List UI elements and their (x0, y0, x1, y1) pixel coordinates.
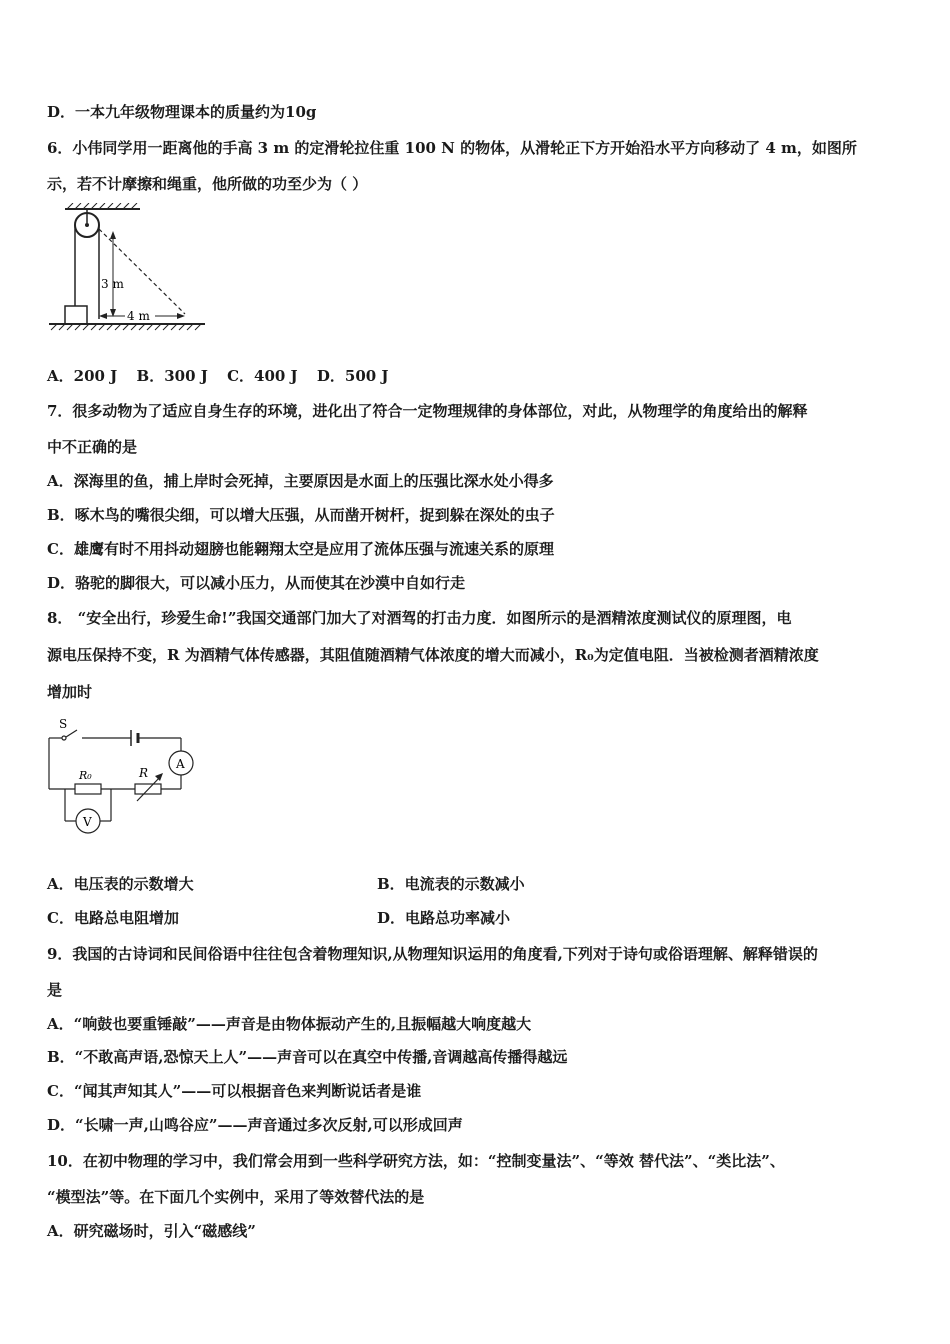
q8-option-d: D．电路总功率减小 (377, 909, 511, 927)
q7-stem-line2: 中不正确的是 (47, 438, 138, 456)
q9-option-b: B．“不敢高声语,恐惊天上人”——声音可以在真空中传播,音调越高传播得越远 (47, 1048, 568, 1066)
ammeter-label: A (176, 757, 185, 771)
q8-option-b: B．电流表的示数减小 (377, 875, 525, 893)
q9-stem-line2: 是 (47, 981, 63, 999)
q7-option-c: C．雄鹰有时不用抖动翅膀也能翱翔太空是应用了流体压强与流速关系的原理 (47, 540, 554, 558)
q8-stem-line1: 8． “安全出行，珍爱生命!”我国交通部门加大了对酒驾的打击力度．如图所示的是酒精浓度测试仪的原理图，电 (47, 609, 792, 627)
q6-option-c: C．400 J (227, 367, 298, 385)
width-label: 4 m (127, 309, 150, 323)
q7-option-a: A．深海里的鱼，捕上岸时会死掉，主要原因是水面上的压强比深水处小得多 (47, 472, 554, 490)
q6-stem-line1: 6．小伟同学用一距离他的手高 3 m 的定滑轮拉住重 100 N 的物体，从滑轮正下方开始沿水平方向移动了 4 m，如图所 (47, 139, 857, 157)
q6-stem-line2: 示，若不计摩擦和绳重，他所做的功至少为（ ） (47, 175, 368, 193)
q7-option-d: D．骆驼的脚很大，可以减小压力，从而使其在沙漠中自如行走 (47, 574, 466, 592)
q5-option-d: D．一本九年级物理课本的质量约为10g (47, 103, 317, 121)
q10-stem-line2: “模型法”等。在下面几个实例中，采用了等效替代法的是 (47, 1188, 425, 1206)
q6-options (47, 366, 910, 386)
q8-option-row2 (47, 908, 910, 928)
q8-stem-line2: 源电压保持不变，R 为酒精气体传感器，其阻值随酒精气体浓度的增大而减小，R₀为定值电阻．当被检测者酒精浓度 (47, 646, 819, 664)
q8-option-row1 (47, 874, 910, 894)
q6-option-a: A．200 J (47, 367, 118, 385)
pulley-figure (45, 203, 210, 338)
q7-option-b: B．啄木鸟的嘴很尖细，可以增大压强，从而凿开树杆，捉到躲在深处的虫子 (47, 506, 555, 524)
q10-stem-line1: 10．在初中物理的学习中，我们常会用到一些科学研究方法，如：“控制变量法”、“等效 替代法”、“类比法”、 (47, 1152, 785, 1170)
q8-option-a: A．电压表的示数增大 (47, 875, 194, 893)
q9-option-d: D．“长啸一声,山鸣谷应”——声音通过多次反射,可以形成回声 (47, 1116, 463, 1134)
q9-option-c: C．“闻其声知其人”——可以根据音色来判断说话者是谁 (47, 1082, 422, 1100)
q6-option-d: D．500 J (316, 367, 389, 385)
r-label: R (139, 766, 149, 780)
q9-option-a: A．“响鼓也要重锤敲”——声音是由物体振动产生的,且振幅越大响度越大 (47, 1015, 532, 1033)
voltmeter-label: V (83, 815, 92, 829)
q8-stem-line3: 增加时 (47, 683, 93, 701)
switch-label: S (59, 717, 68, 731)
q9-stem-line1: 9．我国的古诗词和民间俗语中往往包含着物理知识,从物理知识运用的角度看,下列对于诗句或俗语理解、解释错误的 (47, 945, 818, 963)
r0-label: R₀ (79, 769, 92, 782)
q8-option-c: C．电路总电阻增加 (47, 909, 179, 927)
circuit-figure (45, 715, 205, 840)
q7-stem-line1: 7．很多动物为了适应自身生存的环境，进化出了符合一定物理规律的身体部位，对此，从物理学的角度给出的解释 (47, 402, 808, 420)
q10-option-a: A．研究磁场时，引入“磁感线” (47, 1222, 256, 1240)
q6-option-b: B．300 J (136, 367, 208, 385)
height-label: 3 m (101, 277, 124, 291)
